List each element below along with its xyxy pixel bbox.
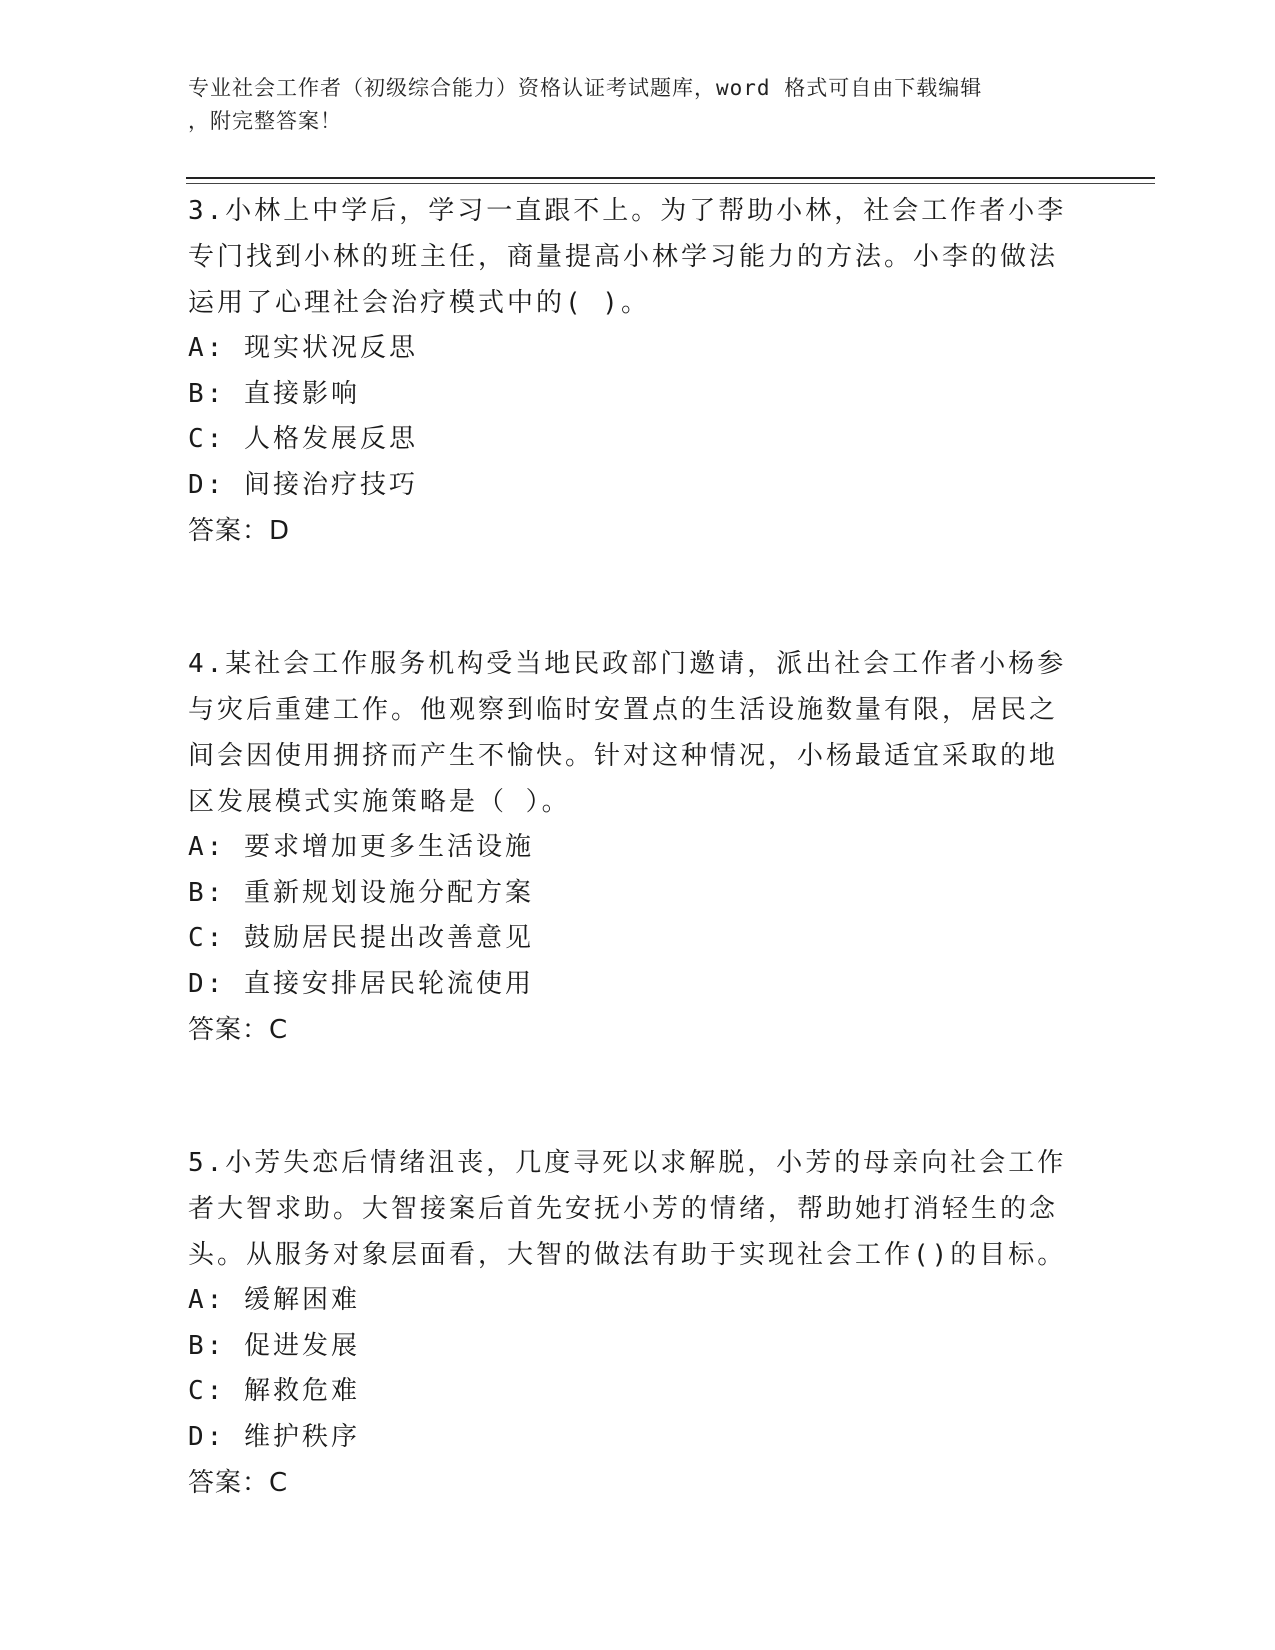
header-divider-thin — [186, 183, 1155, 184]
document-header — [188, 72, 1068, 138]
question-stem-line: 运用了心理社会治疗模式中的( )。 — [188, 288, 650, 318]
option-d: D: 维护秩序 — [188, 1421, 360, 1452]
option-d: D: 间接治疗技巧 — [188, 469, 418, 500]
option-c: C: 人格发展反思 — [188, 424, 418, 454]
option-b: B: 直接影响 — [188, 378, 360, 409]
answer-line: 答案：C — [188, 1015, 289, 1045]
question-list — [188, 188, 1068, 1506]
question-spacer — [188, 1053, 1068, 1140]
option-b: B: 重新规划设施分配方案 — [188, 877, 534, 908]
option-d: D: 直接安排居民轮流使用 — [188, 968, 534, 999]
answer-line: 答案：C — [188, 1468, 289, 1498]
question-3 — [188, 188, 1068, 554]
question-stem-line: 区发展模式实施策略是（ ）。 — [188, 787, 571, 817]
option-c: C: 鼓励居民提出改善意见 — [188, 923, 534, 953]
question-stem-line: 5.小芳失恋后情绪沮丧，几度寻死以求解脱，小芳的母亲向社会工作 — [188, 1148, 1067, 1178]
question-stem-line: 3.小林上中学后，学习一直跟不上。为了帮助小林，社会工作者小李 — [188, 196, 1067, 226]
question-stem-line: 间会因使用拥挤而产生不愉快。针对这种情况，小杨最适宜采取的地 — [188, 741, 1059, 771]
question-stem-line: 头。从服务对象层面看，大智的做法有助于实现社会工作()的目标。 — [188, 1240, 1067, 1270]
answer-line: 答案：D — [188, 516, 291, 546]
header-divider-thick — [186, 177, 1155, 179]
question-stem-line: 与灾后重建工作。他观察到临时安置点的生活设施数量有限，居民之 — [188, 695, 1059, 725]
header-line-2: ，附完整答案！ — [188, 109, 342, 133]
question-stem-line: 者大智求助。大智接案后首先安抚小芳的情绪，帮助她打消轻生的念 — [188, 1194, 1059, 1224]
header-line-1: 专业社会工作者（初级综合能力）资格认证考试题库，word 格式可自由下载编辑 — [188, 76, 983, 100]
option-a: A: 缓解困难 — [188, 1285, 360, 1315]
option-c: C: 解救危难 — [188, 1376, 360, 1406]
question-5 — [188, 1140, 1068, 1506]
option-a: A: 现实状况反思 — [188, 333, 418, 363]
question-spacer — [188, 554, 1068, 641]
option-b: B: 促进发展 — [188, 1330, 360, 1361]
question-stem-line: 专门找到小林的班主任，商量提高小林学习能力的方法。小李的做法 — [188, 242, 1059, 272]
option-a: A: 要求增加更多生活设施 — [188, 832, 534, 862]
question-4 — [188, 641, 1068, 1053]
question-stem-line: 4.某社会工作服务机构受当地民政部门邀请，派出社会工作者小杨参 — [188, 649, 1067, 679]
